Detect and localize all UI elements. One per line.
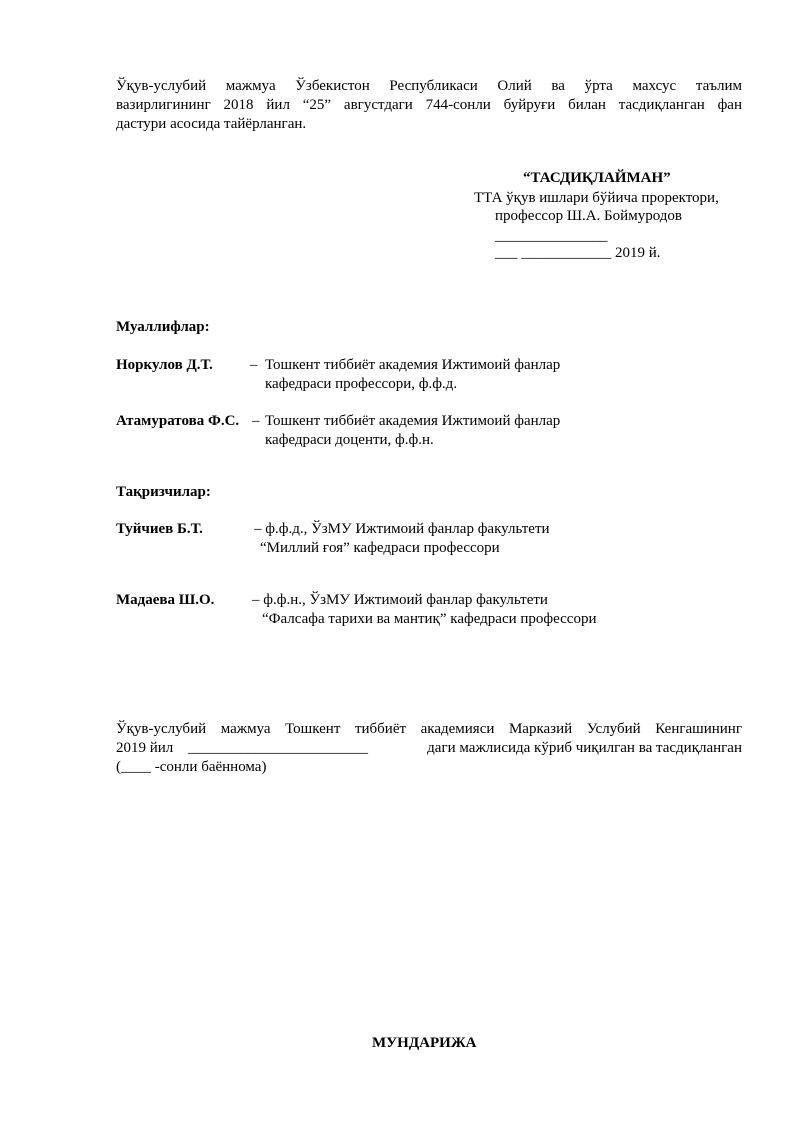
reviewer-position-1: “Миллий ғоя” кафедраси профессори	[260, 540, 500, 556]
council-line-3: (____ -сонли баённома)	[116, 759, 267, 775]
reviewer-position-2: “Фалсафа тарихи ва мантиқ” кафедраси профессори	[262, 611, 597, 627]
author-name-1: Норкулов Д.Т.	[116, 357, 213, 373]
approval-line-1: ТТА ўқув ишлари бўйича проректори,	[474, 190, 719, 206]
intro-line-2: вазирлигининг 2018 йил “25” августдаги 744-сонли буйруғи билан тасдиқланган фан	[116, 97, 742, 113]
approval-title: “ТАСДИҚЛАЙМАН”	[523, 170, 671, 186]
council-date-blank: ________________________	[188, 740, 368, 756]
council-line-2-end: даги мажлисида кўриб чиқилган ва тасдиқланган	[427, 740, 742, 756]
reviewer-affiliation-1: – ф.ф.д., ЎзМУ Ижтимоий фанлар факультети	[254, 521, 550, 537]
authors-heading: Муаллифлар:	[116, 319, 210, 335]
author-dash-2: –	[252, 413, 260, 429]
author-name-2: Атамуратова Ф.С.	[116, 413, 240, 429]
author-position-2: кафедраси доценти, ф.ф.н.	[265, 432, 434, 448]
author-position-1: кафедраси профессори, ф.ф.д.	[265, 376, 458, 392]
contents-heading: МУНДАРИЖА	[372, 1035, 477, 1051]
author-dash-1: –	[250, 357, 258, 373]
council-line-1: Ўқув-услубий мажмуа Тошкент тиббиёт академияси Марказий Услубий Кенгашининг	[116, 721, 742, 737]
reviewer-name-2: Мадаева Ш.О.	[116, 592, 215, 608]
author-affiliation-1: Тошкент тиббиёт академия Ижтимоий фанлар	[265, 357, 561, 373]
reviewers-heading: Тақризчилар:	[116, 484, 211, 500]
author-affiliation-2: Тошкент тиббиёт академия Ижтимоий фанлар	[265, 413, 561, 429]
approval-line-2: профессор Ш.А. Боймуродов	[495, 208, 682, 224]
approval-signature-blank: _______________	[495, 228, 608, 244]
reviewer-name-1: Туйчиев Б.Т.	[116, 521, 203, 537]
reviewer-affiliation-2: – ф.ф.н., ЎзМУ Ижтимоий фанлар факультети	[252, 592, 548, 608]
intro-line-3: дастури асосида тайёрланган.	[116, 116, 307, 132]
intro-line-1: Ўқув-услубий мажмуа Ўзбекистон Республикаси Олий ва ўрта махсус таълим	[116, 78, 742, 94]
approval-date-line: ___ ____________ 2019 й.	[495, 245, 661, 261]
council-line-2-start: 2019 йил	[116, 740, 174, 756]
